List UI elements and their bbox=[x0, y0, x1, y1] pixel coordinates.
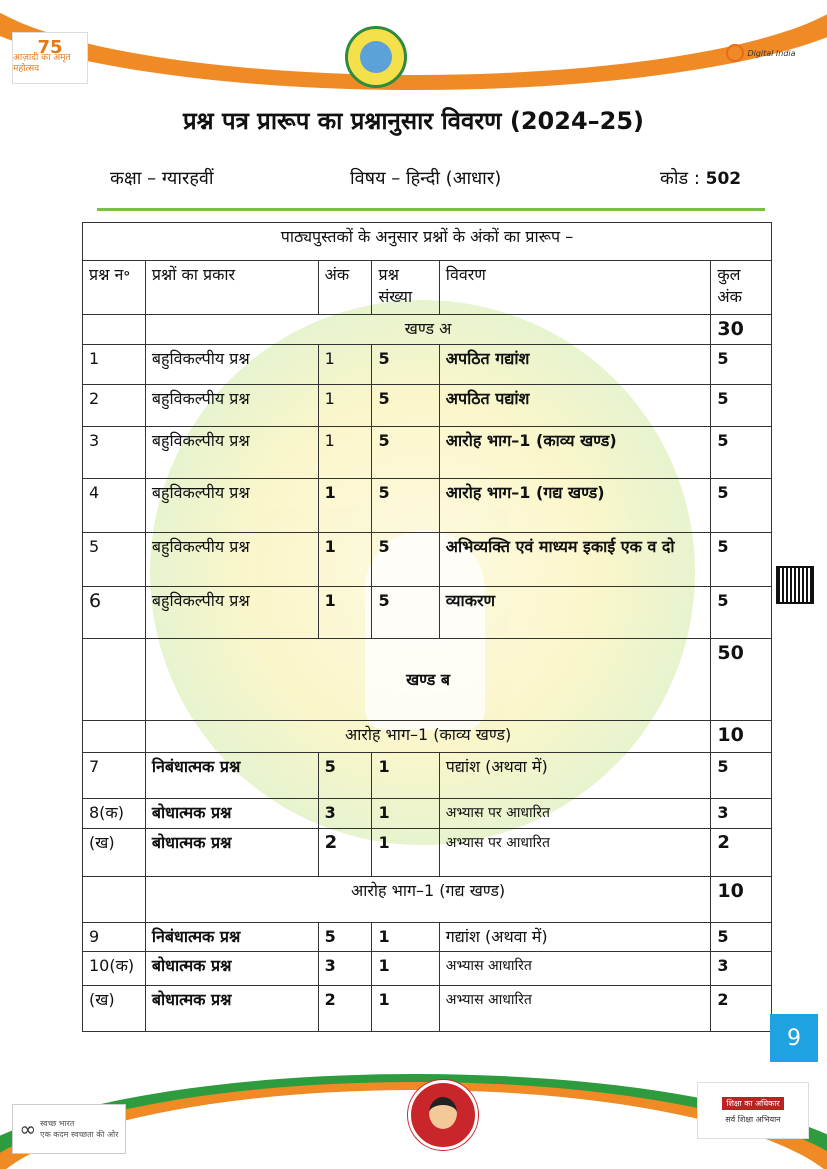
table-row bbox=[83, 427, 772, 479]
divider bbox=[97, 208, 765, 211]
table-cell: 3 bbox=[711, 952, 772, 986]
table-cell: आरोह भाग–1 (काव्य खण्ड) bbox=[439, 427, 711, 479]
table-cell: निबंधात्मक प्रश्न bbox=[145, 753, 318, 799]
marks-table bbox=[82, 222, 772, 1032]
table-cell: बहुविकल्पीय प्रश्न bbox=[145, 479, 318, 533]
table-cell: 5 bbox=[711, 753, 772, 799]
header-cell: विवरण bbox=[439, 261, 711, 315]
table-cell: 5 bbox=[372, 427, 439, 479]
table-cell: 1 bbox=[318, 385, 372, 427]
table-caption: पाठ्यपुस्तकों के अनुसार प्रश्नों के अंकों का प्रारूप – bbox=[83, 223, 772, 261]
table-cell: 1 bbox=[318, 587, 372, 639]
table-cell: 5 bbox=[318, 923, 372, 952]
table-cell: 5 bbox=[372, 533, 439, 587]
table-row bbox=[83, 986, 772, 1032]
table-row bbox=[83, 345, 772, 385]
table-cell: पद्यांश (अथवा में) bbox=[439, 753, 711, 799]
subsection-row bbox=[83, 721, 772, 753]
table-cell: 1 bbox=[318, 427, 372, 479]
table-cell: बहुविकल्पीय प्रश्न bbox=[145, 385, 318, 427]
table-cell: 1 bbox=[318, 345, 372, 385]
table-cell: गद्यांश (अथवा में) bbox=[439, 923, 711, 952]
header-cell: कुल अंक bbox=[711, 261, 772, 315]
table-cell: 1 bbox=[372, 753, 439, 799]
table-cell: 5 bbox=[372, 587, 439, 639]
table-cell: 5 bbox=[711, 923, 772, 952]
header-cell: प्रश्नों का प्रकार bbox=[145, 261, 318, 315]
table-cell: 5 bbox=[711, 385, 772, 427]
table-cell: 1 bbox=[83, 345, 146, 385]
header-cell: प्रश्न संख्या bbox=[372, 261, 439, 315]
table-header-row bbox=[83, 261, 772, 315]
azadi-ka-amrit-mahotsav-logo: 75 आज़ादी का अमृत महोत्सव bbox=[12, 32, 88, 84]
beti-bachao-logo bbox=[408, 1080, 478, 1150]
digital-india-logo: Digital India bbox=[726, 38, 796, 68]
class-label: कक्षा – ग्यारहवीं bbox=[110, 168, 214, 189]
table-cell: 2 bbox=[711, 829, 772, 877]
table-cell: बहुविकल्पीय प्रश्न bbox=[145, 427, 318, 479]
code-value: 502 bbox=[705, 169, 742, 189]
table-cell: अभ्यास पर आधारित bbox=[439, 829, 711, 877]
table-row bbox=[83, 799, 772, 829]
table-cell: बोधात्मक प्रश्न bbox=[145, 829, 318, 877]
table-cell: 5 bbox=[372, 345, 439, 385]
table-cell: अभिव्यक्ति एवं माध्यम इकाई एक व दो bbox=[439, 533, 711, 587]
table-cell: व्याकरण bbox=[439, 587, 711, 639]
table-cell: 5 bbox=[318, 753, 372, 799]
table-cell: 3 bbox=[711, 799, 772, 829]
table-row bbox=[83, 479, 772, 533]
table-cell: 1 bbox=[372, 923, 439, 952]
table-cell bbox=[83, 315, 146, 345]
table-cell: 8(क) bbox=[83, 799, 146, 829]
glasses-icon: ∞ bbox=[19, 1117, 37, 1141]
table-cell: 3 bbox=[318, 952, 372, 986]
table-cell: 5 bbox=[711, 587, 772, 639]
table-cell: बोधात्मक प्रश्न bbox=[145, 799, 318, 829]
code-label: कोड : 502 bbox=[660, 168, 742, 189]
table-cell: निबंधात्मक प्रश्न bbox=[145, 923, 318, 952]
board-seal-logo bbox=[345, 26, 407, 88]
section-b-row bbox=[83, 639, 772, 721]
shiksha-ka-adhikar-logo: शिक्षा का अधिकार सर्व शिक्षा अभियान bbox=[697, 1082, 809, 1139]
table-cell: 2 bbox=[711, 986, 772, 1032]
table-cell: 5 bbox=[711, 533, 772, 587]
subsection-label: आरोह भाग–1 (गद्य खण्ड) bbox=[145, 877, 711, 923]
table-cell bbox=[83, 877, 146, 923]
subsection-label: आरोह भाग–1 (काव्य खण्ड) bbox=[145, 721, 711, 753]
table-cell: 5 bbox=[711, 345, 772, 385]
table-cell: 1 bbox=[318, 479, 372, 533]
table-cell: 2 bbox=[318, 829, 372, 877]
header-cell: प्रश्न न॰ bbox=[83, 261, 146, 315]
page-number: 9 bbox=[770, 1014, 818, 1062]
table-cell: बहुविकल्पीय प्रश्न bbox=[145, 345, 318, 385]
table-row bbox=[83, 952, 772, 986]
table-cell: अभ्यास आधारित bbox=[439, 952, 711, 986]
table-cell: अपठित गद्यांश bbox=[439, 345, 711, 385]
table-row bbox=[83, 923, 772, 952]
table-cell: 9 bbox=[83, 923, 146, 952]
section-total: 30 bbox=[711, 315, 772, 345]
table-row bbox=[83, 587, 772, 639]
table-cell: 10(क) bbox=[83, 952, 146, 986]
section-label: खण्ड अ bbox=[145, 315, 711, 345]
table-cell: बहुविकल्पीय प्रश्न bbox=[145, 533, 318, 587]
table-cell: 2 bbox=[83, 385, 146, 427]
header-cell: अंक bbox=[318, 261, 372, 315]
header-band bbox=[0, 0, 827, 92]
table-cell: (ख) bbox=[83, 986, 146, 1032]
table-cell: (ख) bbox=[83, 829, 146, 877]
subject-label: विषय – हिन्दी (आधार) bbox=[350, 168, 502, 189]
table-cell: 1 bbox=[372, 799, 439, 829]
section-a-row bbox=[83, 315, 772, 345]
swachh-bharat-logo: ∞ स्वच्छ भारत एक कदम स्वच्छता की ओर bbox=[12, 1104, 126, 1154]
table-row bbox=[83, 385, 772, 427]
table-cell: 5 bbox=[372, 385, 439, 427]
table-cell: 4 bbox=[83, 479, 146, 533]
table-cell: अपठित पद्यांश bbox=[439, 385, 711, 427]
table-cell: बोधात्मक प्रश्न bbox=[145, 986, 318, 1032]
subsection-total: 10 bbox=[711, 721, 772, 753]
table-row bbox=[83, 753, 772, 799]
table-cell: अभ्यास आधारित bbox=[439, 986, 711, 1032]
table-cell bbox=[83, 721, 146, 753]
section-total: 50 bbox=[711, 639, 772, 721]
page-title: प्रश्न पत्र प्रारूप का प्रश्नानुसार विवरण (2024–25) bbox=[182, 107, 645, 135]
table-row bbox=[83, 829, 772, 877]
table-cell: 1 bbox=[318, 533, 372, 587]
table-cell bbox=[83, 639, 146, 721]
table-cell: 2 bbox=[318, 986, 372, 1032]
subsection-row bbox=[83, 877, 772, 923]
digital-india-icon bbox=[726, 44, 744, 62]
qr-code-icon bbox=[776, 566, 814, 604]
table-cell: 6 bbox=[83, 587, 146, 639]
table-cell: 1 bbox=[372, 829, 439, 877]
table-cell: 5 bbox=[711, 427, 772, 479]
table-row bbox=[83, 533, 772, 587]
table-cell: आरोह भाग–1 (गद्य खण्ड) bbox=[439, 479, 711, 533]
table-cell: 3 bbox=[83, 427, 146, 479]
table-cell: बहुविकल्पीय प्रश्न bbox=[145, 587, 318, 639]
table-cell: 5 bbox=[372, 479, 439, 533]
table-cell: 3 bbox=[318, 799, 372, 829]
table-cell: 5 bbox=[711, 479, 772, 533]
table-cell: 1 bbox=[372, 952, 439, 986]
table-cell: अभ्यास पर आधारित bbox=[439, 799, 711, 829]
table-cell: बोधात्मक प्रश्न bbox=[145, 952, 318, 986]
table-cell: 7 bbox=[83, 753, 146, 799]
subsection-total: 10 bbox=[711, 877, 772, 923]
table-cell: 5 bbox=[83, 533, 146, 587]
table-cell: 1 bbox=[372, 986, 439, 1032]
section-label: खण्ड ब bbox=[145, 639, 711, 721]
